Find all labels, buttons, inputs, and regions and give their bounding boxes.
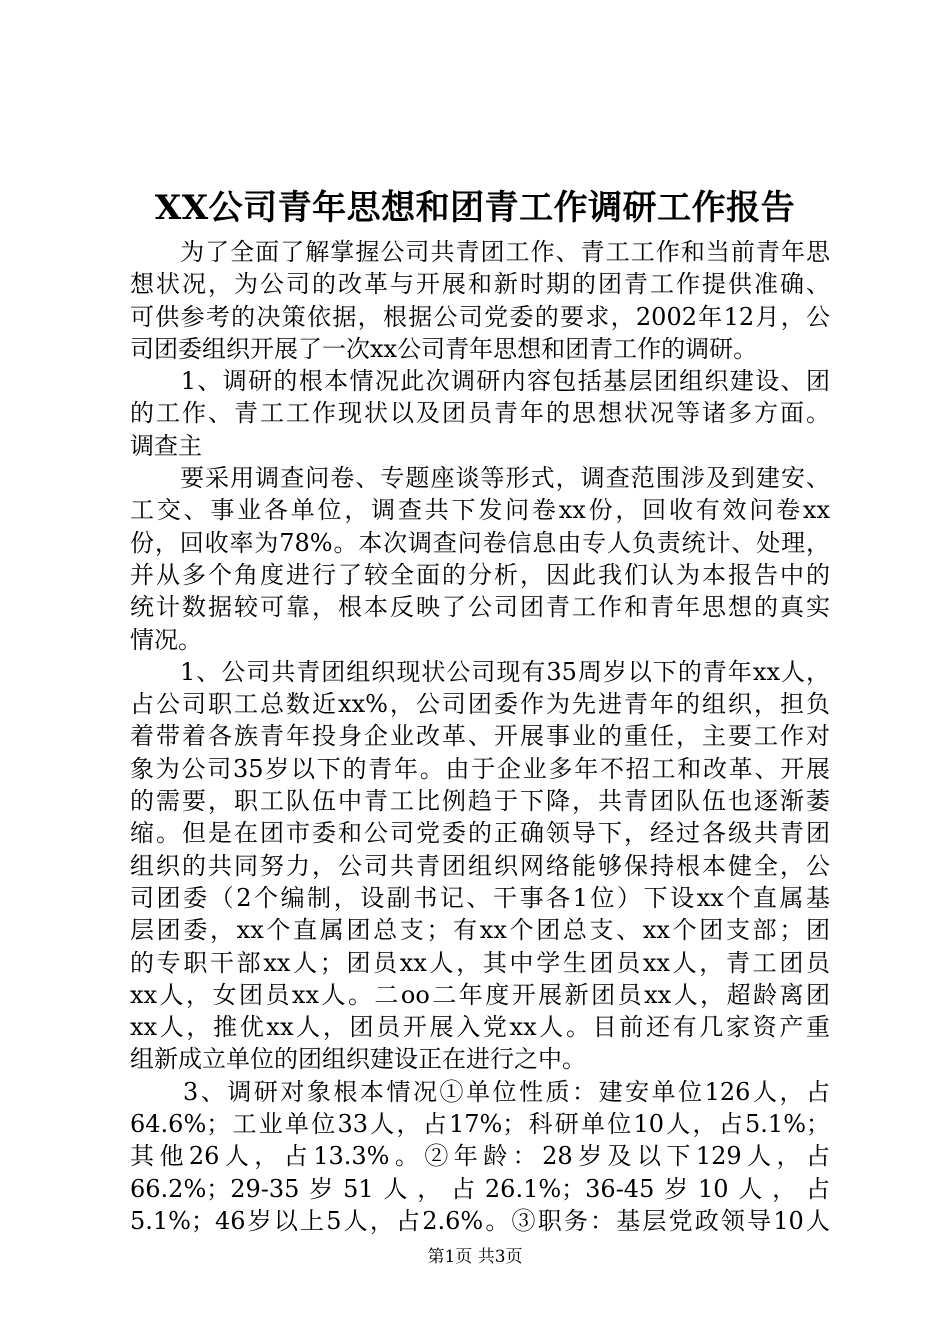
body-line: 的专职干部xx人；团员xx人，其中学生团员xx人，青工团员 bbox=[130, 948, 830, 977]
body-line: 着带着各族青年投身企业改革、开展事业的重任，主要工作对 bbox=[130, 722, 830, 751]
body-line: 工交、事业各单位，调查共下发问卷xx份，回收有效问卷xx bbox=[130, 496, 830, 525]
body-line: 想状况，为公司的改革与开展和新时期的团青工作提供准确、 bbox=[130, 270, 830, 299]
body-line: 为了全面了解掌握公司共青团工作、青工工作和当前青年思 bbox=[130, 238, 830, 266]
body-line: 66.2%；29-35岁51人，占26.1%；36-45岁10人，占 bbox=[130, 1174, 830, 1203]
document-title: XX公司青年思想和团青工作调研工作报告 bbox=[154, 188, 796, 228]
body-line: 可供参考的决策依据，根据公司党委的要求，2002年12月，公 bbox=[130, 302, 830, 331]
body-line: 并从多个角度进行了较全面的分析，因此我们认为本报告中的 bbox=[130, 560, 830, 589]
body-line: 象为公司35岁以下的青年。由于企业多年不招工和改革、开展 bbox=[130, 754, 830, 783]
body-line: 占公司职工总数近xx%，公司团委作为先进青年的组织，担负 bbox=[130, 690, 830, 719]
body-line: 调查主 bbox=[130, 431, 202, 460]
body-line: 1、公司共青团组织现状公司现有35周岁以下的青年xx人， bbox=[130, 657, 830, 686]
body-line: 组新成立单位的团组织建设正在进行之中。 bbox=[130, 1045, 586, 1074]
document-body bbox=[130, 236, 830, 1237]
body-line: 缩。但是在团市委和公司党委的正确领导下，经过各级共青团 bbox=[130, 819, 830, 848]
body-line: 其他26人，占13.3%。②年龄：28岁及以下129人，占 bbox=[130, 1142, 830, 1171]
body-line: 份，回收率为78%。本次调查问卷信息由专人负责统计、处理， bbox=[130, 528, 830, 557]
page-footer: 第1页 共3页 bbox=[427, 1247, 523, 1267]
body-line: 要采用调查问卷、专题座谈等形式，调查范围涉及到建安、 bbox=[130, 464, 830, 493]
body-line: 的工作、青工工作现状以及团员青年的思想状况等诸多方面。 bbox=[130, 399, 830, 428]
body-line: 统计数据较可靠，根本反映了公司团青工作和青年思想的真实 bbox=[130, 593, 830, 622]
body-line: xx人，推优xx人，团员开展入党xx人。目前还有几家资产重 bbox=[130, 1013, 830, 1042]
body-line: 5.1%；46岁以上5人，占2.6%。③职务：基层党政领导10人 bbox=[130, 1206, 830, 1235]
body-line: 层团委，xx个直属团总支；有xx个团总支、xx个团支部；团 bbox=[130, 916, 830, 945]
body-line: 司团委组织开展了一次xx公司青年思想和团青工作的调研。 bbox=[130, 334, 758, 363]
body-line: 64.6%；工业单位33人，占17%；科研单位10人，占5.1%； bbox=[130, 1110, 830, 1139]
body-line: 组织的共同努力，公司共青团组织网络能够保持根本健全，公 bbox=[130, 851, 830, 880]
body-line: 3、调研对象根本情况①单位性质：建安单位126人，占 bbox=[130, 1077, 830, 1106]
body-line: 情况。 bbox=[130, 625, 202, 654]
body-line: xx人，女团员xx人。二oo二年度开展新团员xx人，超龄离团 bbox=[130, 980, 830, 1009]
body-line: 司团委（2个编制，设副书记、干事各1位）下设xx个直属基 bbox=[130, 883, 830, 912]
body-line: 的需要，职工队伍中青工比例趋于下降，共青团队伍也逐渐萎 bbox=[130, 787, 830, 816]
body-line: 1、调研的根本情况此次调研内容包括基层团组织建设、团 bbox=[130, 367, 830, 396]
